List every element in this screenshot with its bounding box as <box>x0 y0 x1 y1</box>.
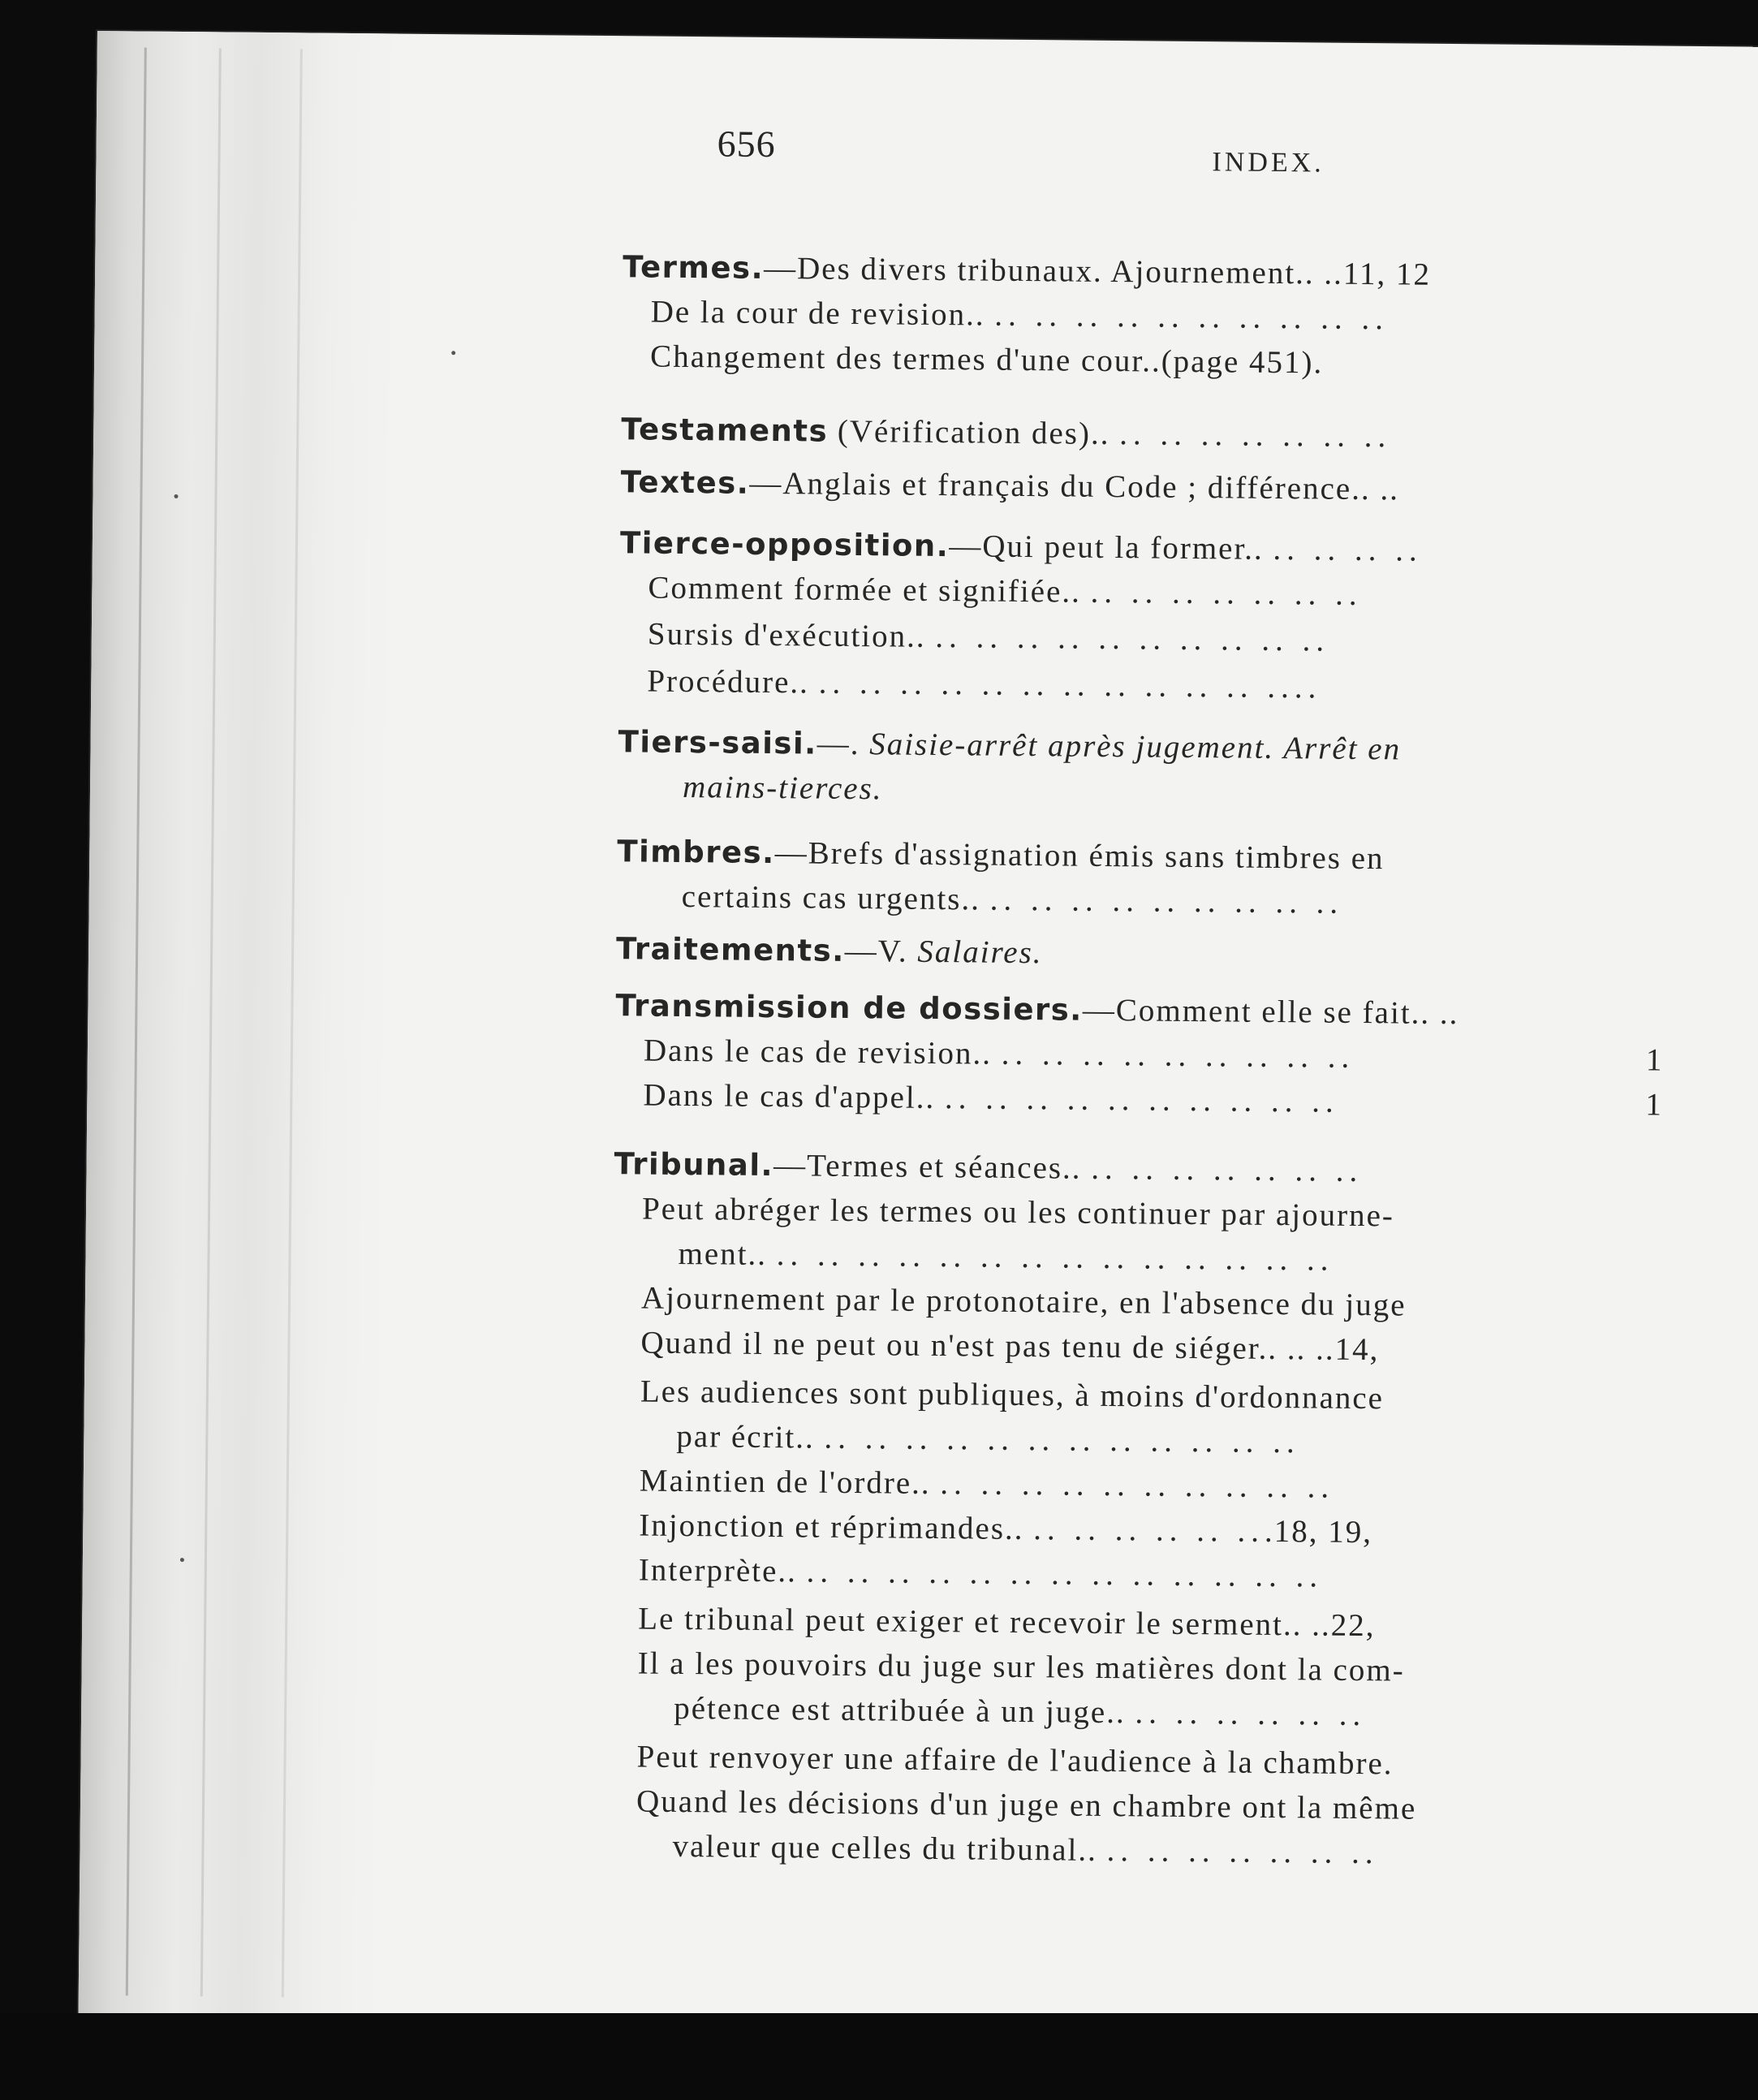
index-line <box>615 987 1459 1032</box>
dot-leader: .. .. .. .. .. .. .. .. .. .. <box>944 1080 1339 1119</box>
entry-text: Interprète.. <box>638 1552 807 1589</box>
margin-page-ref: 1 <box>1645 1042 1664 1078</box>
index-line <box>648 616 1330 659</box>
entry-text: valeur que celles du tribunal.. <box>672 1828 1107 1869</box>
entry-text: pétence est attribuée à un juge.. <box>673 1690 1135 1731</box>
index-line <box>639 1551 1324 1594</box>
entry-heading: Tribunal. <box>614 1146 774 1184</box>
entry-text: Il a les pouvoirs du juge sur les matières dont la com- <box>637 1645 1405 1688</box>
index-line <box>644 1033 1355 1076</box>
dot-leader: .. .. .. .. .. .. .. .. .. .. .. .. .. <box>806 1554 1324 1594</box>
entry-heading: Traitements. <box>615 931 845 968</box>
entry-text: Les audiences sont publiques, à moins d'ordonnance <box>640 1373 1385 1417</box>
dot-leader: .. .. .. .. .. .. .. .. .. .. .. .... <box>818 665 1322 705</box>
entry-text: —Qui peut la former.. <box>949 528 1273 567</box>
page-number: 656 <box>717 123 776 166</box>
index-line <box>641 1280 1407 1324</box>
index-line <box>621 411 1391 455</box>
dot-leader: .. .. .. .. .. .. .. .. .. .. <box>935 619 1330 658</box>
index-line <box>648 570 1363 613</box>
index-line <box>640 1325 1379 1369</box>
entry-text: Dans le cas de revision.. <box>643 1033 1002 1072</box>
index-line <box>618 723 1401 767</box>
running-head: INDEX. <box>1212 147 1325 179</box>
dot-leader: .. .. .. .. .. .. .. <box>1091 1150 1364 1189</box>
dot-leader: .. .. .. .. .. .. .. <box>1090 574 1363 612</box>
entry-text: —Des divers tribunaux. Ajournement.. ..11, 12 <box>763 250 1432 292</box>
index-line <box>623 248 1431 293</box>
dot-leader: .. .. .. .. .. .. .. .. .. .. <box>994 297 1390 337</box>
dot-leader: .. .. .. .. <box>1273 531 1423 568</box>
entry-text: Peut abréger les termes ou les continuer par ajourne- <box>641 1191 1395 1234</box>
entry-text: ment.. <box>678 1235 778 1273</box>
entry-italic-text: Saisie-arrêt après jugement. Arrêt en <box>868 727 1402 767</box>
entry-heading: Transmission de dossiers. <box>615 988 1084 1028</box>
entry-text: —Anglais et français du Code ; différence.. .. <box>749 465 1400 507</box>
dot-leader: .. .. .. .. .. .. <box>1033 1511 1265 1549</box>
entry-heading: Tiers-saisi. <box>618 724 817 761</box>
index-line <box>639 1507 1372 1550</box>
index-line <box>650 339 1324 382</box>
page-content <box>78 31 1758 2036</box>
index-line <box>614 1145 1363 1189</box>
entry-text: —V. <box>844 933 918 969</box>
entry-italic-text: Salaires. <box>917 934 1043 971</box>
entry-text: Quand les décisions d'un juge en chambre ont la même <box>636 1783 1417 1826</box>
entry-text: par écrit.. <box>676 1418 825 1455</box>
entry-italic-text: mains-tierces. <box>682 769 883 807</box>
index-line <box>678 1235 1334 1279</box>
scanner-bottom-edge <box>0 2013 1758 2100</box>
entry-text: certains cas urgents.. <box>681 878 990 917</box>
entry-text: De la cour de revision.. <box>650 294 995 333</box>
index-line <box>636 1738 1393 1782</box>
entry-text: Comment formée et signifiée.. <box>648 570 1091 610</box>
dot-leader: .. .. .. .. .. .. .. .. .. .. .. .. .. .. <box>776 1237 1334 1278</box>
entry-text: Peut renvoyer une affaire de l'audience à la chambre. <box>636 1739 1394 1782</box>
index-line <box>636 1783 1417 1826</box>
entry-text: Le tribunal peut exiger et recevoir le serment.. ..22, <box>638 1601 1376 1644</box>
index-line <box>616 930 1043 971</box>
margin-page-ref: 1 <box>1645 1087 1664 1123</box>
entry-text: —Brefs d'assignation émis sans timbres en <box>774 835 1385 877</box>
dot-leader: .. .. .. .. .. .. .. <box>1106 1833 1379 1871</box>
index-line <box>642 1191 1394 1235</box>
entry-heading: Testaments <box>621 412 829 449</box>
entry-heading: Tierce-opposition. <box>619 525 950 564</box>
entry-text: Changement des termes d'une cour..(page 451). <box>649 339 1324 381</box>
index-line <box>682 878 1344 921</box>
index-line <box>640 1373 1384 1417</box>
index-line <box>676 1418 1300 1460</box>
dot-leader: .. .. .. .. .. .. .. .. .. <box>989 882 1344 921</box>
index-line <box>650 294 1389 338</box>
entry-text: Dans le cas d'appel.. <box>643 1077 946 1116</box>
entry-heading: Termes. <box>623 249 765 286</box>
entry-text: Maintien de l'ordre.. <box>639 1463 941 1502</box>
index-line <box>640 1462 1335 1505</box>
entry-text: Quand il ne peut ou n'est pas tenu de siéger.. .. ..14, <box>640 1325 1380 1368</box>
index-line <box>620 524 1423 568</box>
entry-text: (Vérification des).. <box>827 413 1120 452</box>
entry-text: —Termes et séances.. <box>773 1148 1092 1186</box>
index-line <box>638 1645 1405 1688</box>
dot-leader: .. .. .. .. .. .. .. .. .. .. <box>940 1466 1335 1505</box>
index-line <box>643 1077 1339 1120</box>
entry-text: Injonction et réprimandes.. <box>639 1507 1034 1547</box>
dot-leader: .. .. .. .. .. .. .. .. .. <box>1001 1036 1355 1075</box>
entry-text: —Comment elle se fait.. .. <box>1082 992 1459 1032</box>
index-line <box>620 464 1399 507</box>
entry-text: Ajournement par le protonotaire, en l'absence du juge <box>640 1280 1407 1323</box>
paper-sheet <box>78 31 1758 2036</box>
index-line <box>638 1600 1376 1644</box>
dot-leader: .. .. .. .. .. .. <box>1135 1695 1367 1733</box>
index-line <box>617 833 1385 877</box>
entry-text: Sursis d'exécution.. <box>647 616 936 654</box>
entry-text: .18, 19, <box>1264 1513 1373 1550</box>
index-line <box>674 1690 1366 1733</box>
dot-leader: .. .. .. .. .. .. .. <box>1119 416 1392 455</box>
index-line <box>672 1828 1378 1871</box>
entry-text: Procédure.. <box>647 663 819 701</box>
index-line <box>683 769 883 807</box>
entry-text: —. <box>817 726 870 762</box>
index-line <box>647 663 1322 706</box>
entry-heading: Timbres. <box>617 834 775 871</box>
entry-heading: Textes. <box>620 464 750 501</box>
dot-leader: .. .. .. .. .. .. .. .. .. .. .. .. <box>824 1420 1300 1460</box>
